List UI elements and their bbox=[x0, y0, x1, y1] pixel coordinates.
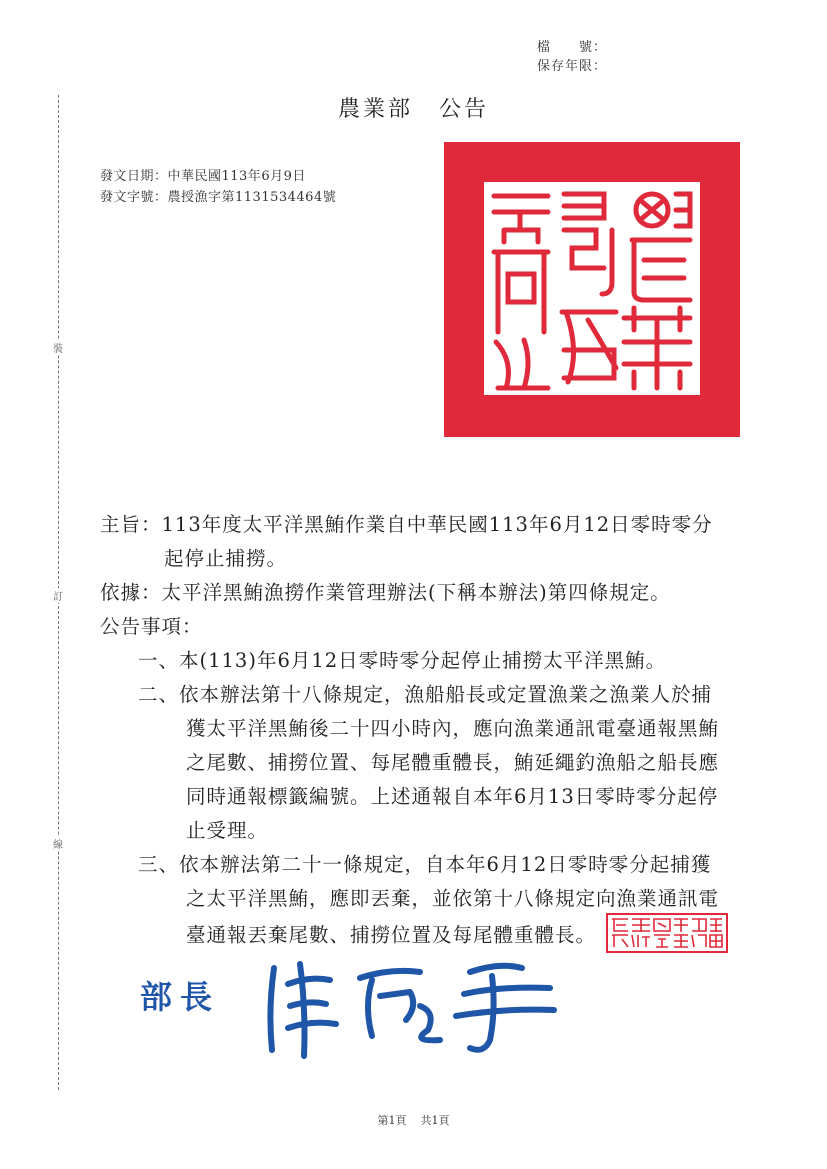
announcement-body bbox=[100, 508, 760, 956]
binding-char-ding: 訂 bbox=[50, 588, 66, 603]
handwritten-signature-icon bbox=[260, 950, 560, 1060]
item-line: 依本辦法第十八條規定，漁船船長或定置漁業之漁業人於捕 bbox=[179, 683, 713, 706]
file-meta bbox=[537, 38, 607, 76]
issue-ref-value: 農授漁字第1131534464號 bbox=[167, 190, 337, 205]
issue-ref-row bbox=[100, 187, 336, 208]
item-line: 獲太平洋黑鮪後二十四小時內，應向漁業通訊電臺通報黑鮪 bbox=[186, 717, 720, 740]
item-number: 一、 bbox=[138, 649, 180, 672]
item-line: 依本辦法第二十一條規定，自本年6月12日零時零分起捕獲 bbox=[179, 853, 712, 876]
subject-line-1: 113年度太平洋黑鮪作業自中華民國113年6月12日零時零分 bbox=[161, 513, 713, 536]
signature-role: 部長 bbox=[140, 978, 221, 1016]
doc-type: 公告 bbox=[439, 97, 490, 122]
issue-date-value: 中華民國113年6月9日 bbox=[167, 169, 306, 184]
agency-seal-large bbox=[444, 142, 740, 437]
issue-info bbox=[100, 166, 336, 208]
seal-glyph-area bbox=[484, 182, 700, 395]
item-number: 三、 bbox=[138, 853, 180, 876]
item-line: 臺通報丟棄尾數、捕撈位置及每尾體重體長。 bbox=[186, 923, 597, 947]
page-total: 共1頁 bbox=[420, 1114, 450, 1127]
small-seal-glyph-icon bbox=[608, 915, 726, 951]
agency-seal-small bbox=[606, 913, 728, 953]
file-number-label: 檔 號： bbox=[537, 40, 608, 55]
retention-label: 保存年限： bbox=[537, 59, 608, 74]
item-line: 之尾數、捕撈位置、每尾體重體長，鮪延繩釣漁船之船長應 bbox=[186, 751, 720, 774]
issue-date-row bbox=[100, 166, 336, 187]
item-line: 同時通報標籤編號。上述通報自本年6月13日零時零分起停 bbox=[186, 785, 719, 808]
subject-line-2: 起停止捕撈。 bbox=[164, 547, 288, 570]
issue-ref-label: 發文字號： bbox=[100, 190, 168, 205]
notice-item-1 bbox=[122, 644, 760, 678]
notice-label: 公告事項： bbox=[100, 615, 203, 638]
page-footer bbox=[0, 1112, 827, 1128]
issue-date-label: 發文日期： bbox=[100, 169, 168, 184]
org-name: 農業部 bbox=[337, 97, 413, 122]
page-title bbox=[0, 92, 827, 123]
item-line: 之太平洋黑鮪，應即丟棄，並依第十八條規定向漁業通訊電 bbox=[186, 887, 720, 910]
basis-text: 太平洋黑鮪漁撈作業管理辦法(下稱本辦法)第四條規定。 bbox=[161, 581, 671, 604]
seal-glyph-icon bbox=[484, 182, 700, 395]
subject-section bbox=[100, 508, 760, 542]
basis-section bbox=[100, 576, 760, 610]
item-number: 二、 bbox=[138, 683, 180, 706]
binding-char-xian: 線 bbox=[50, 836, 66, 851]
minister-signature bbox=[140, 950, 560, 1060]
subject-label: 主旨： bbox=[100, 513, 162, 536]
binding-char-zhuang: 裝 bbox=[50, 340, 66, 355]
item-line: 止受理。 bbox=[186, 819, 269, 842]
notice-item-3 bbox=[122, 848, 760, 956]
page-number: 第1頁 bbox=[377, 1114, 407, 1127]
item-line: 本(113)年6月12日零時零分起停止捕撈太平洋黑鮪。 bbox=[179, 649, 667, 672]
notice-item-2 bbox=[122, 678, 760, 848]
basis-label: 依據： bbox=[100, 581, 162, 604]
